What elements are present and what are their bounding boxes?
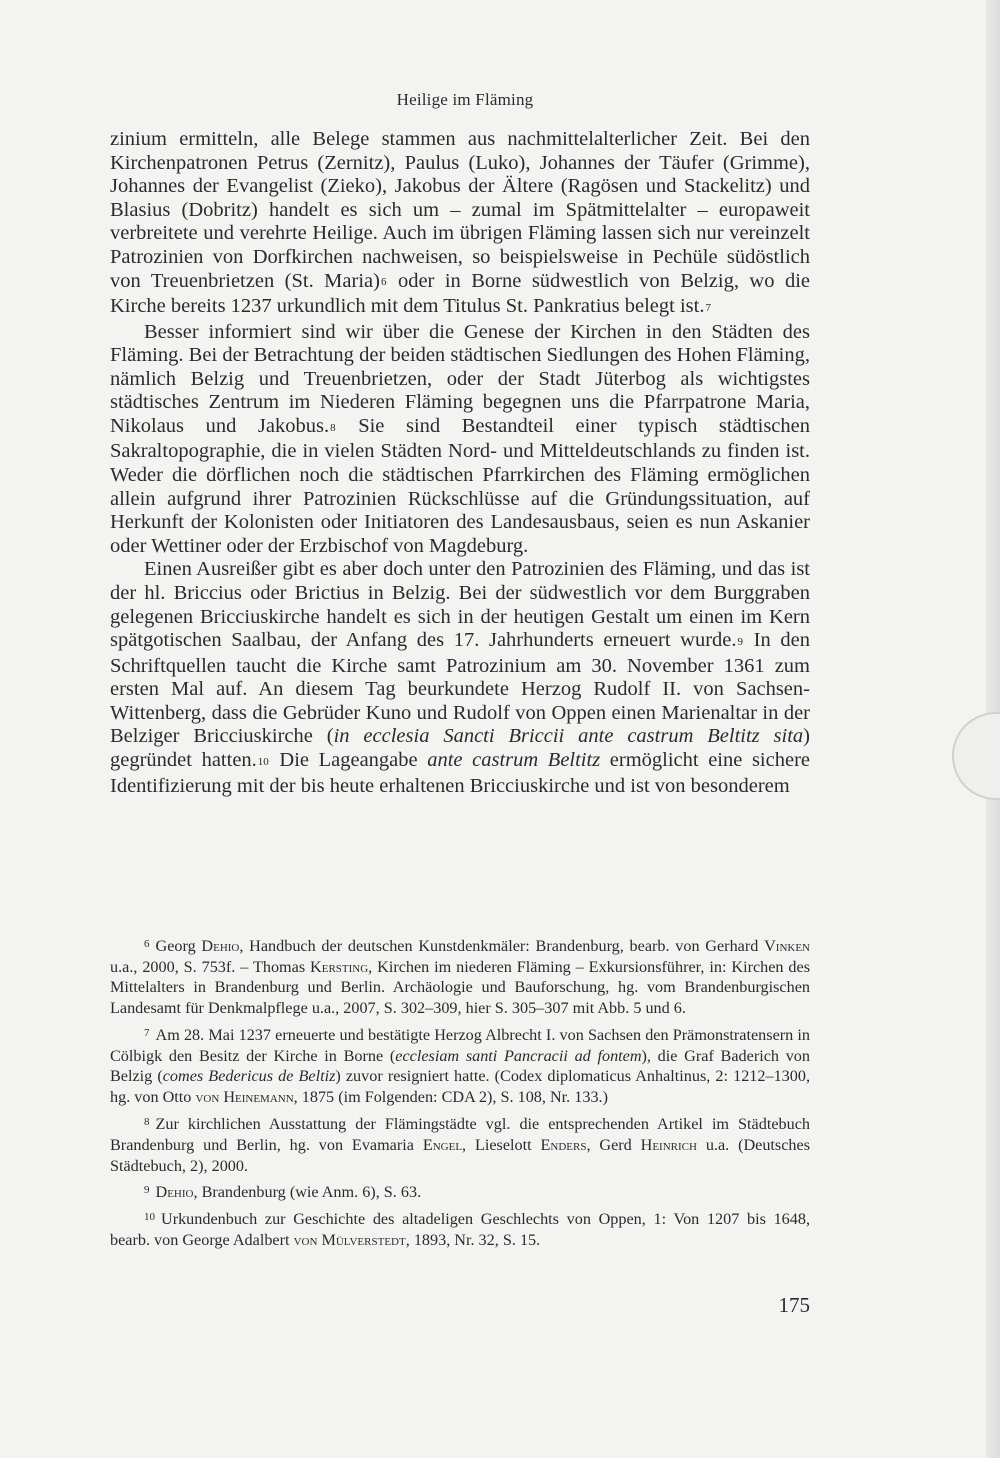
footnote-7	[110, 1023, 810, 1108]
text-run: Besser informiert sind wir über die Genese der Kirchen in den Städten des Fläming. Bei der Betrachtung der beiden städtischen Siedlungen des Hohen Fläming, nämlich Belzig und Treuenbrietzen, oder der Stadt Jüterbog als wichtigstes städtisches Zentrum im Niederen Fläming begegnen uns die Pfarrpatrone Maria, Nikolaus und Jakobus.	[110, 320, 810, 437]
text-run: , Handbuch der deutschen Kunstdenkmäler: Brandenburg, bearb. von Gerhard	[239, 936, 765, 955]
text-run: Die Lageangabe	[269, 749, 428, 772]
text-run: zinium ermitteln, alle Belege stammen aus nachmittelalterlicher Zeit. Bei den Kirchenpatronen Petrus (Zernitz), Paulus (Luko), Johannes der Täufer (Grimme), Johannes der Evangelist (Zieko), Jakobus der Ältere (Ragösen und Stackelitz) und Blasius (Dobritz) handelt es sich um – zumal im Spätmittelalter – europaweit verbreitete und verehrte Heilige. Auch im übrigen Fläming lassen sich nur vereinzelt Patrozinien von Dorfkirchen nachweisen, so beispielsweise in Pechüle südöstlich von Treuenbrietzen (St. Maria)	[110, 128, 810, 292]
author-name: Dehio	[201, 936, 240, 955]
text-run: , 1875 (im Folgenden: CDA 2), S. 108, Nr. 133.)	[293, 1088, 608, 1107]
author-name: Kersting	[310, 957, 369, 976]
text-run: , Kirchen im niederen Fläming – Exkursionsführer, in: Kirchen des Mittelalters in Brandenburg und Berlin. Archäologie und Bauforschung, hg. vom Brandenburgischen Landesamt für Denkmalpflege u.a., 2007, S. 302–309, hier S. 305–307 mit Abb. 5 und 6.	[110, 957, 811, 1018]
page-number: 175	[778, 1293, 810, 1317]
text-run: u.a., 2000, S. 753f. – Thomas	[110, 957, 311, 976]
author-name: von Heinemann	[195, 1088, 294, 1107]
italic-text: ecclesiam santi Pancracii ad fontem	[395, 1046, 642, 1065]
footnote-reference: 6	[380, 276, 387, 289]
footnote-6	[110, 934, 810, 1019]
text-run: In den Schriftquellen taucht die Kirche samt Patrozinium am 30. November 1361 zum ersten Mal auf. An diesem Tag beurkundete Herzog Rudolf II. von Sachsen-Wittenberg, dass die Gebrüder Kuno und Rudolf von Oppen einen Marienaltar in der Belziger Bricciuskirche (	[110, 629, 810, 748]
footnote-number: 8	[144, 1116, 150, 1129]
author-name: Engel	[422, 1135, 463, 1154]
footnote-reference: 9	[737, 636, 744, 649]
paragraph-2	[110, 321, 810, 559]
footnote-number: 6	[144, 938, 150, 950]
text-run: oder in Borne südwestlich von Belzig, wo die Kirche bereits 1237 urkundlich mit dem Titulus St. Pankratius belegt ist.	[110, 269, 810, 318]
text-run: , Brandenburg (wie Anm. 6), S. 63.	[193, 1183, 422, 1202]
text-run: Georg	[155, 936, 202, 955]
text-run: Sie sind Bestandteil einer typisch städtischen Sakraltopographie, die in vielen Städten Nord- und Mitteldeutschlands zu finden ist. Weder die dörflichen noch die städtischen Pfarrkirchen des Fläming ermöglichen allein aufgrund ihrer Patrozinien Rückschlüsse auf die Gründungssituation, auf Herkunft der Kolonisten oder Initiatoren des Landesausbaus, seien es nun Askanier oder Wettiner oder der Erzbischof von Magdeburg.	[110, 414, 810, 557]
text-run: ) zuvor resigniert hatte. (Codex diplomaticus Anhaltinus, 2: 1212–1300, hg. von Otto	[110, 1067, 810, 1107]
thumb-index-tab	[952, 712, 1000, 800]
text-run: Einen Ausreißer gibt es aber doch unter den Patrozinien des Fläming, und das ist der hl. Briccius oder Brictius in Belzig. Bei der südwestlich vor dem Burggraben gelegenen Bricciuskirche handelt es sich in der heutigen Gestalt um einen im Kern spätgotischen Saalbau, der Anfang des 17. Jahrhunderts erneuert wurde.	[110, 558, 810, 652]
footnote-number: 10	[144, 1210, 155, 1223]
author-name: Enders	[540, 1135, 587, 1154]
running-head: Heilige im Fläming	[396, 90, 534, 109]
paragraph-3	[110, 558, 810, 798]
author-name: Vinken	[764, 936, 810, 955]
footnote-reference: 8	[330, 421, 336, 434]
author-name: Heinrich	[640, 1135, 697, 1154]
italic-text: comes Bedericus de Beltiz	[162, 1067, 336, 1086]
text-run: ) gegründet hatten.	[110, 725, 810, 772]
footnote-number: 9	[144, 1184, 150, 1197]
italic-text: in ecclesia Sancti Briccii ante castrum Beltitz sita	[333, 725, 804, 748]
text-run: u.a. (Deutsches Städtebuch, 2), 2000.	[110, 1135, 810, 1175]
footnote-9	[110, 1180, 810, 1203]
author-name: von Mülverstedt	[293, 1230, 406, 1249]
footnote-reference: 10	[257, 755, 269, 768]
main-text	[110, 128, 810, 798]
text-run: , Lieselott	[462, 1135, 541, 1154]
paragraph-1	[110, 128, 810, 321]
text-run: , Gerd	[586, 1135, 641, 1154]
text-run: Zur kirchlichen Ausstattung der Flämingstädte vgl. die entsprechenden Artikel im Städtebuch Brandenburg und Berlin, hg. von Evamaria	[110, 1114, 810, 1154]
author-name: Dehio	[155, 1183, 194, 1202]
text-run: ), die Graf Baderich von Belzig (	[110, 1046, 810, 1086]
text-run: ermöglicht eine sichere Identifizierung mit der bis heute erhaltenen Bricciuskirche und ist von besonderem	[110, 749, 811, 797]
footnote-10	[110, 1207, 810, 1250]
text-run: Urkundenbuch zur Geschichte des altadeligen Geschlechts von Oppen, 1: Von 1207 bis 1648, bearb. von George Adalbert	[110, 1209, 810, 1249]
footnote-reference: 7	[705, 301, 711, 314]
italic-text: ante castrum Beltitz	[427, 749, 601, 772]
text-run: , 1893, Nr. 32, S. 15.	[405, 1230, 541, 1249]
footnote-8	[110, 1112, 810, 1176]
text-run: Am 28. Mai 1237 erneuerte und bestätigte Herzog Albrecht I. von Sachsen den Prämonstratensern in Cölbigk den Besitz der Kirche in Borne (	[110, 1025, 810, 1065]
footnotes	[110, 934, 810, 1254]
footnote-number: 7	[144, 1027, 150, 1040]
